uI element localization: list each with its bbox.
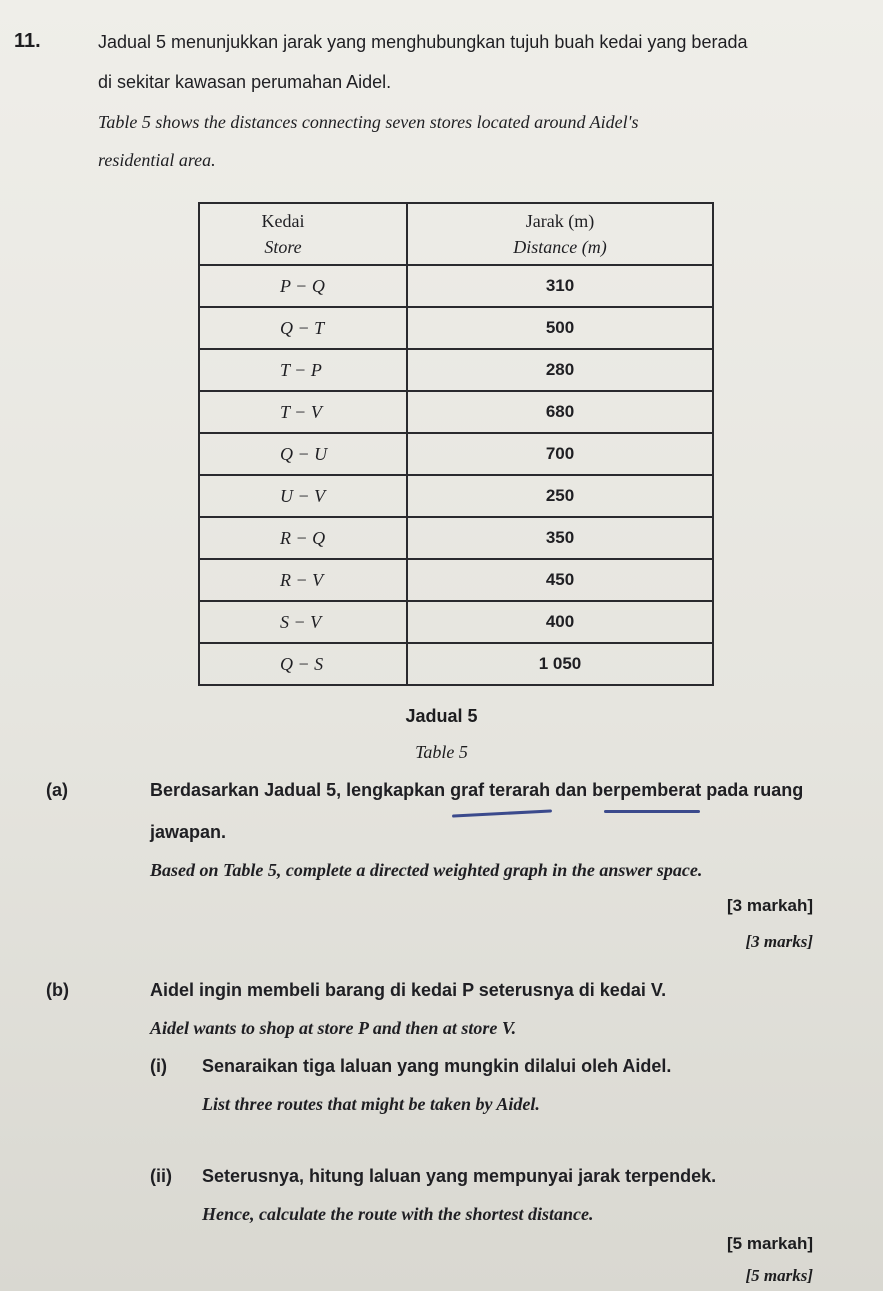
table-caption-ms: Jadual 5 [405,706,478,726]
table-row [199,349,713,391]
distance-cell: 280 [407,349,713,391]
intro-en-line2: residential area. [98,150,216,170]
store-cell: P − Q [199,265,407,307]
distance-cell: 500 [407,307,713,349]
distance-cell: 450 [407,559,713,601]
table-row [199,475,713,517]
distance-cell: 700 [407,433,713,475]
part-b-i-label: (i) [150,1056,167,1076]
question-number: 11. [14,30,41,52]
part-a-marks-en: [3 marks] [745,932,813,951]
distance-table [198,202,714,686]
table-caption-en: Table 5 [415,742,468,762]
part-b-marks-en: [5 marks] [745,1266,813,1285]
part-b-marks-ms: [5 markah] [727,1234,813,1253]
pen-underline-berpemberat [604,810,700,813]
part-a-text-ms-line1: Berdasarkan Jadual 5, lengkapkan graf terarah dan berpemberat pada ruang [150,780,804,800]
part-b-ii-ms: Seterusnya, hitung laluan yang mempunyai jarak terpendek. [202,1166,717,1186]
table-row [199,391,713,433]
part-a-text-ms-line2: jawapan. [150,822,227,842]
table-row [199,643,713,685]
store-cell: R − V [199,559,407,601]
distance-cell: 350 [407,517,713,559]
part-a-label: (a) [46,780,68,800]
part-b-ii-en: Hence, calculate the route with the shortest distance. [202,1204,594,1224]
store-cell: U − V [199,475,407,517]
header-store-ms: Kedai [261,211,305,231]
part-a-text-en: Based on Table 5, complete a directed weighted graph in the answer space. [150,860,703,880]
part-b-i-en: List three routes that might be taken by Aidel. [202,1094,540,1114]
part-b-ii-label: (ii) [150,1166,172,1186]
part-b-i-ms: Senaraikan tiga laluan yang mungkin dilalui oleh Aidel. [202,1056,672,1076]
table-row [199,433,713,475]
part-a-marks-ms: [3 markah] [727,896,813,915]
store-cell: Q − S [199,643,407,685]
store-cell: T − P [199,349,407,391]
table-row [199,601,713,643]
table-row [199,559,713,601]
distance-cell: 310 [407,265,713,307]
store-cell: R − Q [199,517,407,559]
table-header-row [199,203,713,265]
store-cell: S − V [199,601,407,643]
table-row [199,265,713,307]
table-row [199,517,713,559]
header-store-en: Store [264,237,302,257]
part-b-text-en: Aidel wants to shop at store P and then at store V. [150,1018,517,1038]
store-cell: Q − U [199,433,407,475]
header-distance-en: Distance (m) [513,237,607,257]
header-distance-ms: Jarak (m) [525,211,595,231]
header-distance [407,203,713,265]
intro-en-line1: Table 5 shows the distances connecting seven stores located around Aidel's [98,112,639,132]
distance-cell: 400 [407,601,713,643]
table-row [199,307,713,349]
pen-underline-graf-terarah [452,809,552,817]
intro-ms-line1: Jadual 5 menunjukkan jarak yang menghubungkan tujuh buah kedai yang berada [98,32,748,52]
store-cell: Q − T [199,307,407,349]
part-b-label: (b) [46,980,69,1000]
distance-cell: 1 050 [407,643,713,685]
distance-cell: 250 [407,475,713,517]
part-b-text-ms: Aidel ingin membeli barang di kedai P seterusnya di kedai V. [150,980,667,1000]
intro-ms-line2: di sekitar kawasan perumahan Aidel. [98,72,392,92]
header-store [199,203,407,265]
distance-cell: 680 [407,391,713,433]
store-cell: T − V [199,391,407,433]
